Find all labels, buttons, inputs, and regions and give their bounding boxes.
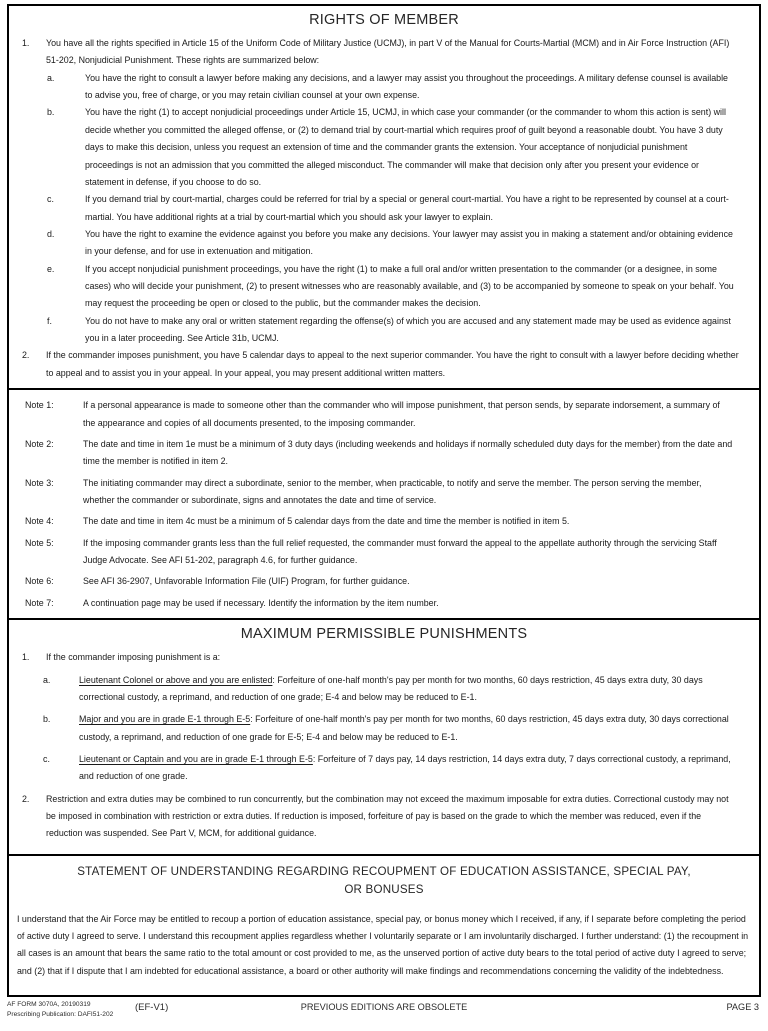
rights-item-1e-text: If you accept nonjudicial punishment proceedings, you have the right (1) to make a full oral and/or written presentation to the commander (or a designee, in some cases) who will decide your punishment, (2) to present witnesses who are reasonably available, and (3) to be accompanied by someone to speak on your behalf. You may request the proceeding be open or closed to the public, but the commander makes the decision. bbox=[85, 263, 734, 309]
punishments-item-1a bbox=[19, 672, 749, 707]
punishments-item-2-marker: 2. bbox=[22, 793, 30, 804]
page-footer bbox=[7, 1000, 761, 1026]
punishments-item-1b-underlined: Major and you are in grade E-1 through E-5 bbox=[79, 714, 251, 725]
rights-item-2 bbox=[19, 347, 749, 382]
punishments-item-1a-content bbox=[79, 672, 749, 707]
rights-item-1f bbox=[19, 313, 749, 348]
rights-item-2-text: If the commander imposes punishment, you have 5 calendar days to appeal to the next superior commander. You have the right to consult with a lawyer before deciding whether to appeal and to assist you in your appeal. In your appeal, you may present additional written matters. bbox=[46, 350, 739, 378]
rights-item-1c bbox=[19, 191, 749, 226]
note-7-text: A continuation page may be used if necessary. Identify the information by the item number. bbox=[83, 597, 439, 608]
rights-item-1c-text: If you demand trial by court-martial, charges could be referred for trial by a special or general court-martial. You have a right to be represented by counsel at a court-martial. You have additional rights at a trial by court-martial which you should ask your lawyer to explain. bbox=[85, 194, 729, 222]
statement-of-understanding-body: I understand that the Air Force may be entitled to recoup a portion of education assistance, special pay, or bonus money which I received, if any, if I separate before completing the period of active duty I agreed to serve. I understand this recoupment applies regardless whether I voluntarily separate or I am involuntarily discharged. I further understand: (1) the recoupment in all cases is an amount that bears the same ratio to the total amount or cost provided to me, as the unserved portion of active duty bears to the total period of active duty I agreed to serve; and (2) that if I dispute that I am indebted for educational assistance, a board or other authority will make findings and recommendations concerning the validity of the indebtedness. bbox=[17, 913, 749, 976]
note-1-text: If a personal appearance is made to someone other than the commander who will impose punishment, that person sends, by separate indorsement, a summary of the appearance and copies of all documents presented, to the imposing commander. bbox=[83, 400, 720, 428]
statement-of-understanding-title bbox=[9, 856, 759, 903]
prescribing-publication-line: Prescribing Publication: DAFI51-202 bbox=[7, 1011, 114, 1019]
note-2-label: Note 2: bbox=[25, 438, 54, 449]
rights-item-1a-text: You have the right to consult a lawyer before making any decisions, and a lawyer may assist you throughout the proceedings. A military defense counsel is available to advise you, free of charge, or you may retain civilian counsel at your own expense. bbox=[85, 72, 728, 101]
punishments-item-1a-text: : Forfeiture of one-half month's pay per month for two months, 60 days restriction, 45 days extra duty, 30 days correctional custody, a reprimand, and reduction of one grade; E-4 and below may be reduced to E-1. bbox=[79, 674, 703, 702]
punishments-item-2 bbox=[19, 791, 749, 843]
note-row bbox=[19, 513, 749, 530]
previous-editions-notice: PREVIOUS EDITIONS ARE OBSOLETE bbox=[300, 1002, 468, 1012]
punishments-item-1a-marker: a. bbox=[43, 674, 51, 685]
rights-item-1a bbox=[19, 70, 749, 105]
section-statement-of-understanding bbox=[9, 854, 759, 980]
note-3-label: Note 3: bbox=[25, 477, 54, 488]
section-rights-of-member bbox=[9, 6, 759, 388]
punishments-item-1-marker: 1. bbox=[22, 652, 30, 663]
note-6-label: Note 6: bbox=[25, 576, 54, 587]
note-row bbox=[19, 573, 749, 590]
rights-item-1 bbox=[19, 35, 749, 70]
form-body-frame bbox=[7, 4, 761, 997]
rights-item-1f-marker: f. bbox=[47, 315, 52, 326]
rights-item-1d bbox=[19, 226, 749, 261]
note-row bbox=[19, 475, 749, 510]
note-row bbox=[19, 436, 749, 471]
punishments-item-1 bbox=[19, 649, 749, 666]
note-6-text: See AFI 36-2907, Unfavorable Information File (UIF) Program, for further guidance. bbox=[83, 576, 410, 587]
section-notes bbox=[9, 388, 759, 618]
rights-body bbox=[9, 35, 759, 388]
rights-item-1b-marker: b. bbox=[47, 107, 55, 118]
note-1-label: Note 1: bbox=[25, 400, 54, 411]
punishments-item-1c bbox=[19, 751, 749, 786]
punishments-item-1c-marker: c. bbox=[43, 753, 50, 764]
note-5-label: Note 5: bbox=[25, 537, 54, 548]
punishments-item-1b-text: : Forfeiture of one-half month's pay per month for two months, 60 days restriction, 45 days extra duty, 30 days correctional custody, a reprimand, and reduction of one grade for E-5; E-4 and below may be reduced to E-1. bbox=[79, 714, 729, 742]
rights-item-1b bbox=[19, 104, 749, 191]
section-maximum-permissible-punishments bbox=[9, 618, 759, 854]
rights-item-1a-marker: a. bbox=[47, 72, 55, 83]
rights-item-1e bbox=[19, 261, 749, 313]
punishments-item-1a-underlined: Lieutenant Colonel or above and you are enlisted bbox=[79, 674, 273, 685]
rights-item-1f-text: You do not have to make any oral or written statement regarding the offense(s) of which you are accused and any statement made may be used as evidence against you in a later proceeding. See Article 31b, UCMJ. bbox=[85, 315, 731, 344]
rights-item-1b-text: You have the right (1) to accept nonjudicial proceedings under Article 15, UCMJ, in which case your commander (or the commander to whom this action is sent) will decide whether you committed the alleged offense, or (2) to demand trial by court-martial which requires proof of guilt beyond a reasonable doubt. You have 3 duty days to make this decision, unless you request an extension of time and the commander grants the extension. Your acceptance of nonjudicial punishment proceedings is not an admission that you committed the alleged misconduct. The commander will make that decision only after you present your evidence or statement in defense, if you choose to do so. bbox=[85, 107, 726, 187]
punishments-item-1c-content bbox=[79, 751, 749, 786]
maximum-permissible-punishments-title: MAXIMUM PERMISSIBLE PUNISHMENTS bbox=[240, 626, 528, 643]
notes-body bbox=[9, 390, 759, 618]
note-2-text: The date and time in item 1e must be a minimum of 3 duty days (including weekends and holidays if normally scheduled duty days for the member) from the date and time the member is notified in item 2. bbox=[83, 438, 733, 467]
note-3-text: The initiating commander may direct a subordinate, senior to the member, when practicable, to notify and serve the member. The person serving the member, whether the commander or subordinate, signs and annotates the date and time of service. bbox=[83, 477, 702, 505]
rights-item-1c-marker: c. bbox=[47, 194, 54, 205]
punishments-item-1c-underlined: Lieutenant or Captain and you are in grade E-1 through E-5 bbox=[79, 753, 313, 764]
punishments-item-1b-marker: b. bbox=[43, 714, 51, 725]
note-7-label: Note 7: bbox=[25, 597, 54, 608]
note-row bbox=[19, 595, 749, 612]
note-row bbox=[19, 535, 749, 570]
punishments-item-1b-content bbox=[79, 711, 749, 746]
punishments-item-2-text: Restriction and extra duties may be combined to run concurrently, but the combination may not exceed the maximum imposable for extra duties. Correctional custody may not be imposed in combination with restriction or extra duties. If reduction is imposed, forfeiture of pay is based on the grade to which the member was reduced, even if the reduction was suspended. See Part V, MCM, for additional guidance. bbox=[46, 793, 729, 839]
punishments-item-1b bbox=[19, 711, 749, 746]
punishments-body bbox=[9, 649, 759, 854]
statement-title-line-1: STATEMENT OF UNDERSTANDING REGARDING RECOUPMENT OF EDUCATION ASSISTANCE, SPECIAL PAY, bbox=[77, 864, 691, 878]
rights-of-member-title: RIGHTS OF MEMBER bbox=[309, 12, 459, 28]
form-number-line: AF FORM 3070A, 20190319 bbox=[7, 1001, 91, 1008]
statement-title-line-2: OR BONUSES bbox=[344, 882, 424, 896]
rights-item-1e-marker: e. bbox=[47, 263, 55, 274]
rights-item-1d-text: You have the right to examine the evidence against you before you make any decisions. Your lawyer may assist you in making a statement and/or obtaining evidence in your defense, and for use in extenuation and mitigation. bbox=[85, 228, 733, 257]
note-4-label: Note 4: bbox=[25, 516, 54, 527]
note-4-text: The date and time in item 4c must be a minimum of 5 calendar days from the date and time the member is notified in item 5. bbox=[83, 516, 570, 527]
punishments-item-1-text: If the commander imposing punishment is a: bbox=[46, 652, 221, 663]
rights-item-2-marker: 2. bbox=[22, 350, 30, 361]
rights-item-1d-marker: d. bbox=[47, 228, 55, 239]
note-row bbox=[19, 397, 749, 432]
punishments-item-1c-text: : Forfeiture of 7 days pay, 14 days restriction, 14 days extra duty, 7 days correctional custody, a reprimand, and reduction of one grade. bbox=[79, 753, 731, 782]
page-number: PAGE 3 bbox=[726, 1002, 759, 1012]
electronic-form-version: (EF-V1) bbox=[135, 1002, 169, 1013]
note-5-text: If the imposing commander grants less than the full relief requested, the commander must forward the appeal to the appellate authority through the servicing Staff Judge Advocate. See AFI 51-202, paragraph 4.6, for further guidance. bbox=[83, 537, 717, 566]
rights-item-1-text: You have all the rights specified in Article 15 of the Uniform Code of Military Justice (UCMJ), in part V of the Manual for Courts-Martial (MCM) and in Air Force Instruction (AFI) 51-202, Nonjudicial Punishment. These rights are summarized below: bbox=[46, 38, 730, 66]
rights-item-1-marker: 1. bbox=[22, 38, 30, 48]
